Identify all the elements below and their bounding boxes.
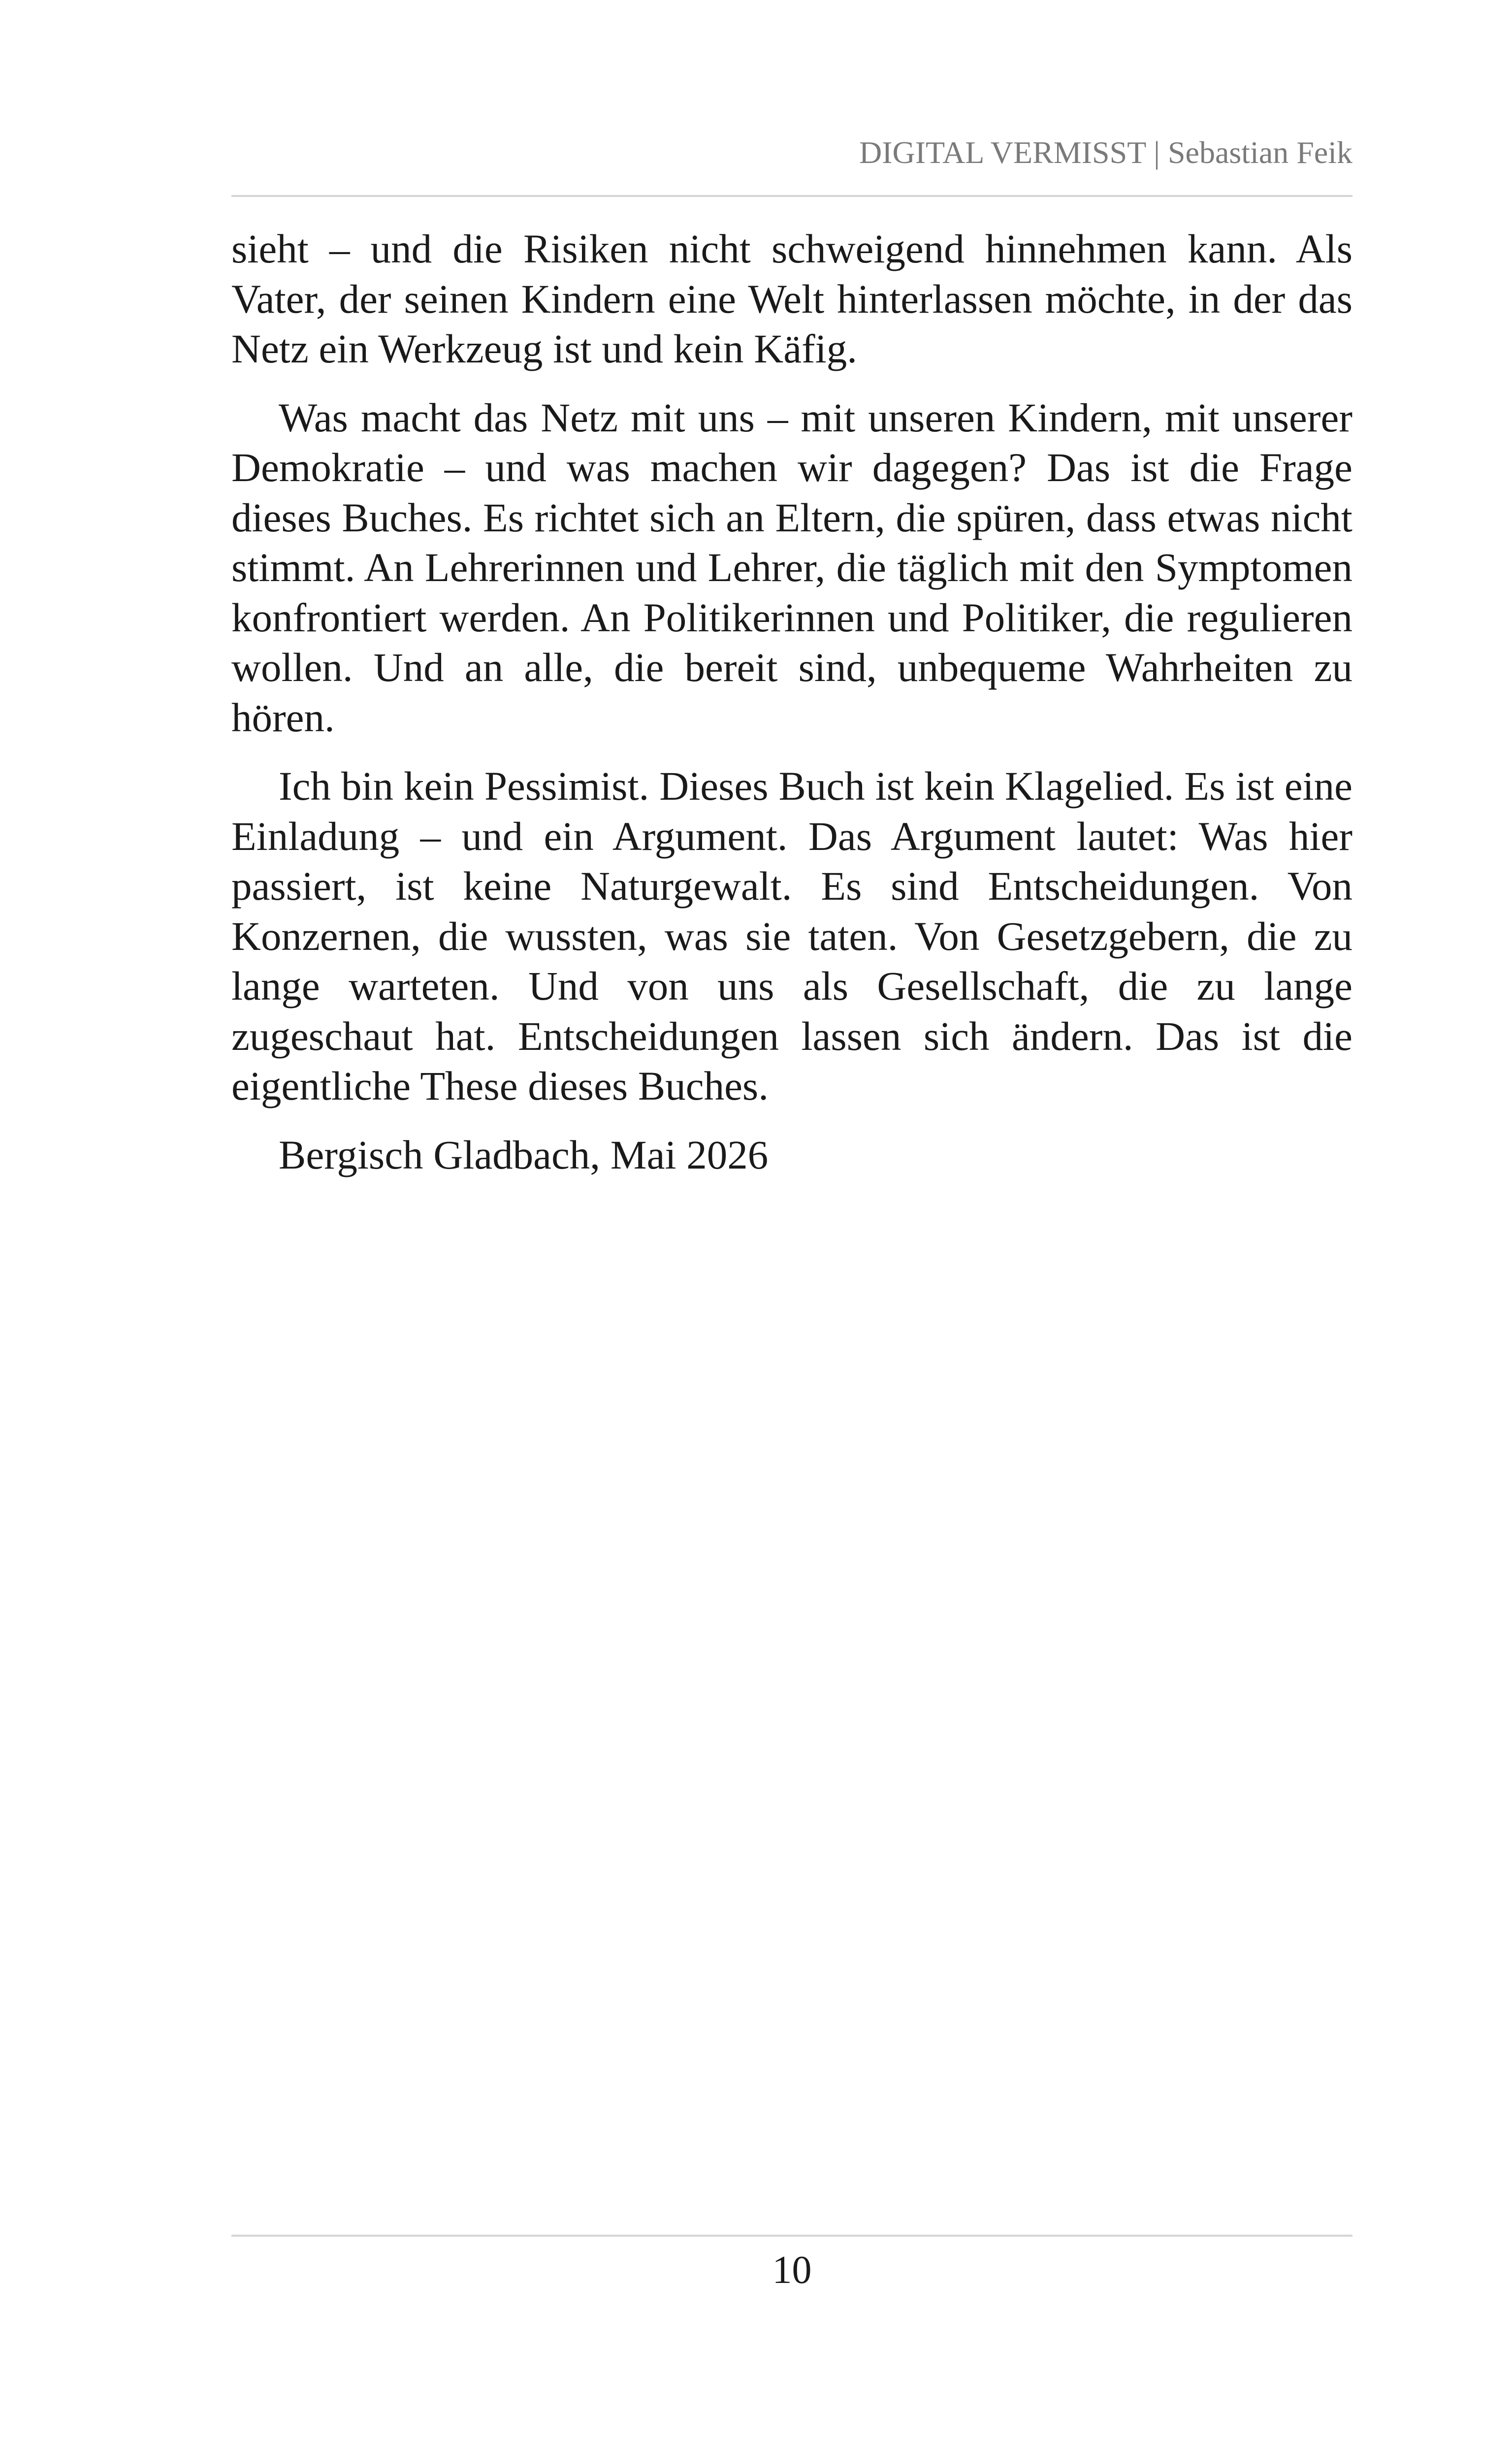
body-text (231, 224, 1352, 1180)
footer-divider (231, 2235, 1352, 2237)
paragraph: Was macht das Netz mit uns – mit unseren Kindern, mit unserer Demokratie – und was machen wir dagegen? Das ist die Frage dieses Buches. Es richtet sich an Eltern, die spüren, dass etwas nicht stimmt. An Lehrerinnen und Lehrer, die täglich mit den Symptomen konfrontiert werden. An Politikerinnen und Politiker, die regulieren wollen. Und an alle, die bereit sind, unbequeme Wahrheiten zu hören. (231, 394, 1352, 740)
running-header: DIGITAL VERMISST | Sebastian Feik (859, 135, 1352, 170)
page-number: 10 (772, 2248, 812, 2292)
paragraph: Ich bin kein Pessimist. Dieses Buch ist kein Klagelied. Es ist eine Einladung – und ein Argument. Das Argument lautet: Was hier passiert, ist keine Naturgewalt. Es sind Entscheidungen. Von Konzernen, die wussten, was sie taten. Von Gesetzgebern, die zu lange warteten. Und von uns als Gesellschaft, die zu lange zugeschaut hat. Entscheidungen lassen sich ändern. Das ist die eigentliche These dieses Buches. (231, 763, 1352, 1108)
header-divider (231, 195, 1352, 197)
place-date-line: Bergisch Gladbach, Mai 2026 (279, 1132, 769, 1177)
paragraph-continued: sieht – und die Risiken nicht schweigend hinnehmen kann. Als Vater, der seinen Kindern eine Welt hinterlassen möchte, in der das Netz ein Werkzeug ist und kein Käfig. (231, 226, 1352, 371)
